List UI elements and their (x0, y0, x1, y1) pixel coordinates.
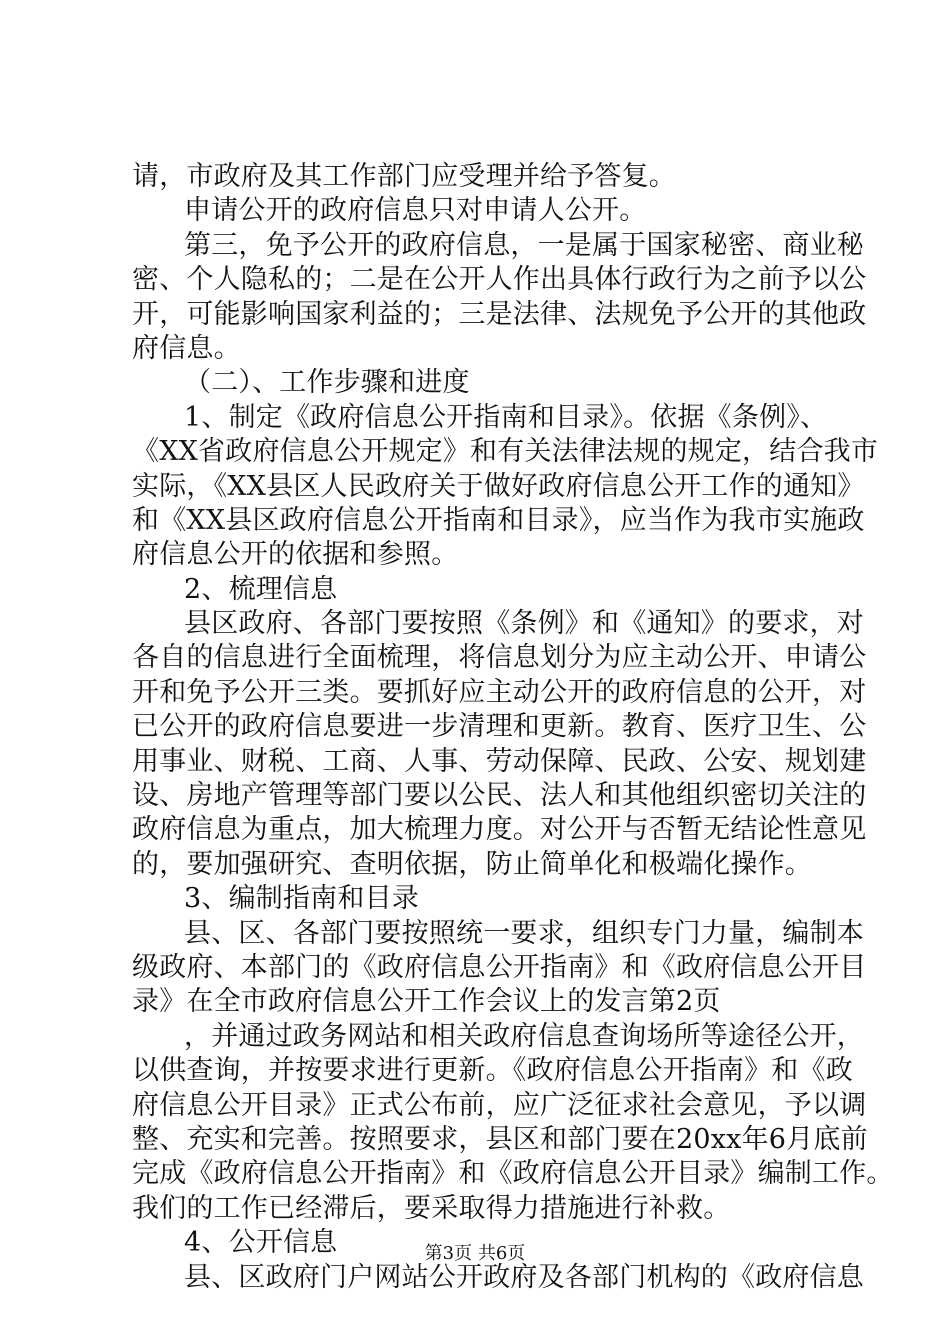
text-line: 府信息。 (132, 332, 241, 364)
text-line: 完成《政府信息公开指南》和《政府信息公开目录》编制工作。 (132, 1158, 894, 1190)
text-line: 《XX省政府信息公开规定》和有关法律法规的规定，结合我市 (132, 436, 879, 468)
text-line: 县、区政府门户网站公开政府及各部门机构的《政府信息 (184, 1261, 864, 1293)
text-line: 府信息公开的依据和参照。 (132, 539, 459, 571)
text-line: 开和免予公开三类。要抓好应主动公开的政府信息的公开，对 (132, 676, 867, 708)
page-number: 第3页 共6页 (424, 1243, 526, 1264)
text-line: 1、制定《政府信息公开指南和目录》。依据《条例》、 (184, 401, 828, 433)
text-line: 录》在全市政府信息公开工作会议上的发言第2页 (132, 986, 721, 1018)
text-line: 开，可能影响国家利益的；三是法律、法规免予公开的其他政 (132, 298, 867, 330)
subsection-heading: 3、编制指南和目录 (184, 883, 419, 915)
text-line: 已公开的政府信息要进一步清理和更新。教育、医疗卫生、公 (132, 711, 867, 743)
text-line: 请，市政府及其工作部门应受理并给予答复。 (132, 161, 676, 192)
text-line: 申请公开的政府信息只对申请人公开。 (184, 195, 647, 227)
text-line: 政府信息为重点，加大梳理力度。对公开与否暂无结论性意见 (132, 814, 867, 846)
text-line: ，并通过政务网站和相关政府信息查询场所等途径公开， (184, 1020, 864, 1052)
text-line: 府信息公开目录》正式公布前，应广泛征求社会意见，予以调 (132, 1089, 867, 1121)
text-line: 用事业、财税、工商、人事、劳动保障、民政、公安、规划建 (132, 745, 867, 777)
text-line: 设、房地产管理等部门要以公民、法人和其他组织密切关注的 (132, 780, 867, 812)
text-line: 的，要加强研究、查明依据，防止简单化和极端化操作。 (132, 848, 812, 880)
text-line: 县、区、各部门要按照统一要求，组织专门力量，编制本 (184, 917, 864, 949)
subsection-heading: 4、公开信息 (184, 1227, 338, 1259)
text-line: 各自的信息进行全面梳理，将信息划分为应主动公开、申请公 (132, 642, 867, 674)
text-line: 第三，免予公开的政府信息，一是属于国家秘密、商业秘 (184, 229, 864, 261)
text-line: 我们的工作已经滞后，要采取得力措施进行补救。 (132, 1192, 731, 1224)
text-line: 和《XX县区政府信息公开指南和目录》，应当作为我市实施政 (132, 504, 865, 536)
text-line: 县区政府、各部门要按照《条例》和《通知》的要求，对 (184, 608, 864, 640)
text-line: 整、充实和完善。按照要求，县区和部门要在20xx年6月底前 (132, 1123, 868, 1155)
text-line: 级政府、本部门的《政府信息公开指南》和《政府信息公开目 (132, 951, 867, 983)
section-heading: （二）、工作步骤和进度 (184, 367, 470, 399)
text-line: 密、个人隐私的；二是在公开人作出具体行政行为之前予以公 (132, 264, 867, 296)
subsection-heading: 2、梳理信息 (184, 573, 338, 605)
text-line: 以供查询，并按要求进行更新。《政府信息公开指南》和《政 (132, 1055, 853, 1087)
text-line: 实际，《XX县区人民政府关于做好政府信息公开工作的通知》 (132, 470, 865, 502)
document-body (132, 160, 894, 1295)
